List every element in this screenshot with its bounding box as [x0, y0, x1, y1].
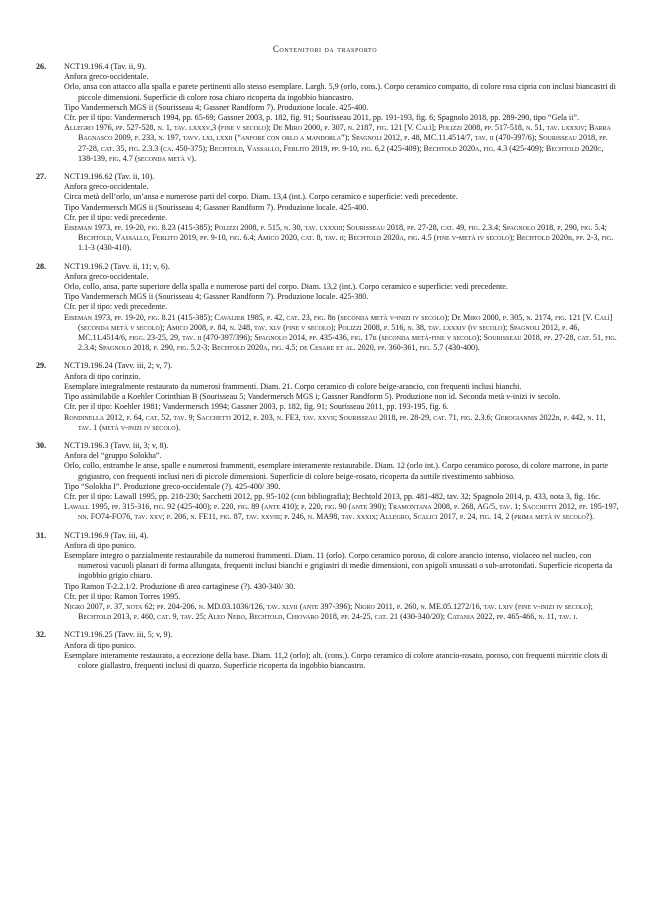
entry-type: Anfora greco-occidentale.	[64, 72, 149, 82]
entry-references: Allegro 1976, pp. 527-528, n. 1, tav. lxxxv,3 (fine v secolo); De Miro 2000, p. 307, n. 2187, fig. 121 [V. Calì]; Polizzi 2008, pp. 517-518, n. 51, tav. lxxxiv; Barra Bagnasco 2009, p. 233, n. 197, tavv. lxi, lxxii (“anfore con orlo a mandorla”); Spagnoli 2012, p. 48, MC.11.4514/7, tav. ii (470-397/6); Sourisseau 2018, pp. 27-28, cat. 35, fig. 2.3.3 (ca. 450-375); Bechtold, Vassallo, Ferlito 2019, pp. 9-10, fig. 6,2 (425-409); Bechtold 2020a, fig. 4.3 (425-409); Bechtold 2020c, 138-139, fig. 4.7 (seconda metà v).	[64, 123, 612, 163]
entry-title: NCT19.196.24 (Tavv. iii, 2; v, 7).	[64, 361, 173, 371]
entry-description: Orlo, collo, ansa, parte superiore della spalla e numerose parti del corpo. Diam. 13,2 (int.). Corpo ceramico e superficie: vedi precedente.	[64, 282, 508, 292]
catalogue-entry	[36, 62, 620, 164]
entry-comparisons: Cfr. per il tipo: Koehler 1981; Vandermersch 1994; Gassner 2003, p. 182, fig. 91; Sourisseau 2011, pp. 193-195, fig. 6.	[64, 402, 449, 412]
entry-type: Anfora di tipo corinzio.	[64, 371, 141, 381]
entry-typology: Tipo assimilabile a Koehler Corinthian B (Sourisseau 5; Vandermersch MGS i; Gassner Randform 5). Produzione non id. Seconda metà v-inizi iv secolo.	[64, 392, 561, 402]
entry-number: 28.	[36, 261, 47, 271]
entry-typology: Tipo Vandermersch MGS ii (Sourisseau 4; Gassner Randform 7). Produzione locale. 425-400.	[64, 102, 369, 112]
entry-title: NCT19.196.62 (Tav. ii, 10).	[64, 172, 155, 182]
entry-number: 26.	[36, 62, 47, 71]
entry-number: 27.	[36, 172, 47, 182]
entry-references: Nigro 2007, p. 37, nota 62; pp. 204-206, n. MD.03.1036/126, tav. xlvii (ante 397-396); Nigro 2011, p. 260, n. ME.05.1272/16, tav. lxiv (fine v-inizi iv secolo); Bechtold 2013, p. 460, cat. 9, tav. 25; Aleo Nero, Bechtold, Chiovaro 2018, pp. 24-25, cat. 21 (430-340/20); Catania 2022, pp. 465-466, n. 11, tav. i.	[64, 601, 593, 622]
entry-title: NCT19.196.2 (Tavv. ii, 11; v, 6).	[64, 261, 170, 271]
entry-description: Orlo, collo, entrambe le anse, spalle e numerosi frammenti, esemplare interamente restaurabile. Diam. 12 (orlo int.). Corpo ceramico poroso, di colore marrone, in parte grigiastro, con frequenti inclusi neri di piccole dimensioni. Superficie di colore beige-rosato, ricoperta da sottile rivestimento sabbioso.	[64, 461, 609, 481]
entry-title: NCT19.196.9 (Tav. iii, 4).	[64, 530, 149, 540]
entry-type: Anfora di tipo punico.	[64, 640, 136, 650]
catalogue-entry	[36, 172, 620, 254]
entry-comparisons: Cfr. per il tipo: Ramon Torres 1995.	[64, 591, 181, 601]
entry-type: Anfora greco-occidentale.	[64, 182, 149, 192]
entry-references: Eiseman 1973, pp. 19-20, fig. 8.21 (415-385); Cavalier 1985, p. 42, cat. 23, fig. 8b (seconda metà v-inizi iv secolo); De Miro 2000, p. 305, n. 2174, fig. 121 [V. Calì] (seconda metà v secolo); Amico 2008, p. 84, n. 248, tav. xlv (fine v secolo); Polizzi 2008, p. 516, n. 38, tav. lxxxiv (iv secolo); Spagnoli 2012, p. 46, MC.11.4514/6, figg. 23-25, 29, tav. ii (470-397/396); Spagnolo 2014, pp. 435-436, fig. 17b (seconda metà-fine v secolo); Sourisseau 2018, pp. 27-28, cat. 51, fig. 2.3.4; Spagnolo 2018, p. 290, fig. 5.2-3; Bechtold 2020a, fig. 4.5; de Cesare et al. 2020, pp. 360-361, fig. 5.7 (430-400).	[64, 312, 617, 353]
entry-typology: Tipo Ramon T-2.2.1/2. Produzione di area cartaginese (?). 430-340/ 30.	[64, 581, 296, 591]
catalogue-entry	[36, 262, 620, 354]
running-head: Contenitori da trasporto	[272, 44, 378, 54]
catalogue-entry	[36, 531, 620, 623]
entry-references: Eiseman 1973, pp. 19-20, fig. 8.23 (415-385); Polizzi 2008, p. 515, n. 30, tav. lxxxiii; Sourisseau 2018, pp. 27-28, cat. 49, fig. 2.3.4; Spagnolo 2018, p. 290, fig. 5.4; Bechtold, Vassallo, Ferlito 2019, pp. 9-10, fig. 6.4; Amico 2020, cat. 8, tav. ii; Bechtold 2020a, fig. 4.5 (fine v-metà iv secolo); Bechtold 2020b, pp. 2-3, fig. 1.1-3 (430-410).	[64, 223, 614, 253]
entry-title: NCT19.196.25 (Tavv. iii, 5; v, 9).	[64, 630, 173, 640]
entry-description: Esemplare integralmente restaurato da numerosi frammenti. Diam. 21. Corpo ceramico di colore beige-arancio, con frequenti inclusi bianchi.	[64, 381, 522, 391]
entry-description: Esemplare interamente restaurato, a eccezione della base. Diam. 11,2 (orlo); alt. (cons.). Corpo ceramico di colore arancio-rosato, poroso, con frequenti micritic clots di colore giallastro, frequenti inclusi di quarzo. Superficie ricoperta da ingobbio biancastro.	[64, 650, 608, 670]
entry-comparisons: Cfr. per il tipo: Vandermersch 1994, pp. 65-69; Gassner 2003, p. 182, fig. 91; Sourisseau 2011, pp. 191-193, fig. 6; Spagnolo 2018, pp. 289-290, tipo “Gela ii”.	[64, 113, 580, 123]
catalogue-entry	[36, 630, 620, 671]
entry-references: Lawall 1995, pp. 315-316, fig. 92 (425-400); p. 220, fig. 89 (ante 410); p. 220, fig. 90 (ante 390); Tramontana 2008, p. 268, AG/5, tav. 1; Sacchetti 2012, pp. 195-197, nn. FO74-FO76, tav. xxv; p. 206, n. FE11, fig. 87, tav. xxviii; p. 246, n. MA98, tav. xxxix; Allegro, Scalici 2017, p. 24, fig. 14, 2 (prima metà iv secolo?).	[64, 502, 619, 522]
entry-typology: Tipo “Solokha I”. Produzione greco-occidentale (?). 425-400/ 390.	[64, 481, 281, 491]
entry-comparisons: Cfr. per il tipo: vedi precedente.	[64, 212, 168, 222]
entry-references: Rondinella 2012, p. 64, cat. 52, tav. 9; Sacchetti 2012, p. 203, n. FE3, tav. xxvii; Sourisseau 2018, pp. 28-29, cat. 71, fig. 2.3.6; Gerogiannis 2022b, p. 442, n. 11, tav. 1 (metà v-inizi iv secolo).	[64, 412, 606, 432]
entry-number: 31.	[36, 530, 47, 540]
entry-number: 29.	[36, 361, 47, 371]
catalogue-entries	[36, 62, 620, 679]
catalogue-entry	[36, 361, 620, 432]
entry-description: Orlo, ansa con attacco alla spalla e parete pertinenti allo stesso esemplare. Largh. 5,9 (orlo, cons.). Corpo ceramico compatto, di colore rosa cipria con inclusi biancastri di piccole dimensioni. Superficie di colore rosa chiaro ricoperta da ingobbio biancastro.	[64, 82, 616, 102]
entry-type: Anfora di tipo punico.	[64, 540, 136, 550]
catalogue-entry	[36, 441, 620, 523]
entry-title: NCT19.196.3 (Tavv. iii, 3; v, 8).	[64, 440, 169, 450]
entry-comparisons: Cfr. per il tipo: Lawall 1995, pp. 218-230; Sacchetti 2012, pp. 95-102 (con bibliografia); Bechtold 2013, pp. 481-482, tav. 32; Spagnolo 2014, p. 433, nota 3, fig. 16c.	[64, 491, 601, 501]
entry-description: Circa metà dell’orlo, un’ansa e numerose parti del corpo. Diam. 13,4 (int.). Corpo ceramico e superficie: vedi precedente.	[64, 192, 458, 202]
entry-typology: Tipo Vandermersch MGS ii (Sourisseau 4; Gassner Randform 7). Produzione locale. 425-380.	[64, 292, 369, 302]
entry-type: Anfora greco-occidentale.	[64, 271, 149, 281]
entry-title: NCT19.196.4 (Tav. ii, 9).	[64, 62, 147, 71]
entry-number: 32.	[36, 630, 47, 640]
entry-type: Anfora del “gruppo Solokha”.	[64, 451, 162, 461]
entry-comparisons: Cfr. per il tipo: vedi precedente.	[64, 302, 168, 312]
entry-typology: Tipo Vandermersch MGS ii (Sourisseau 4; Gassner Randform 7). Produzione locale. 425-400.	[64, 202, 369, 212]
entry-description: Esemplare integro o parzialmente restaurabile da numerosi frammenti. Diam. 11 (orlo). Corpo ceramico poroso, di colore arancio intenso, violaceo nel nucleo, con numerosi vacuoli planari di forma allungata, frequenti inclusi bianchi e grigiastri di medie dimensioni, con spigoli smussati o sub-arrotondati. Superficie ricoperta da ingobbio grigio chiaro.	[64, 550, 613, 581]
entry-number: 30.	[36, 440, 47, 450]
